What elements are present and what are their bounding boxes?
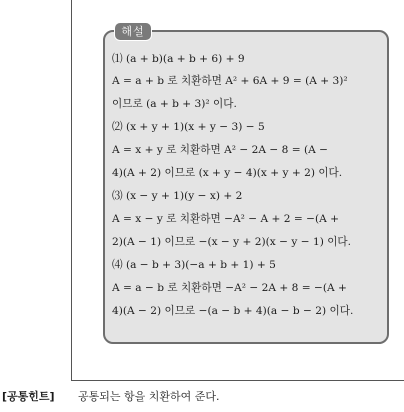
solution-line: 4)(A − 2) 이므로 −(a − b + 4)(a − b − 2) 이다. xyxy=(112,305,354,317)
solution-line: 2)(A − 1) 이므로 −(x − y + 2)(x − y − 1) 이다. xyxy=(112,236,352,248)
solution-tab: 해설 xyxy=(114,22,152,41)
solution-line: 이므로 (a + b + 3)² 이다. xyxy=(112,98,237,110)
left-rule xyxy=(71,0,72,380)
solution-line: ⑴ (a + b)(a + b + 6) + 9 xyxy=(112,53,245,65)
bottom-rule xyxy=(71,380,404,381)
solution-line: 4)(A + 2) 이므로 (x + y − 4)(x + y + 2) 이다. xyxy=(112,167,343,179)
common-hint-text: 공통되는 항을 치환하여 준다. xyxy=(78,390,220,403)
solution-line: A = x + y 로 치환하면 A² − 2A − 8 = (A − xyxy=(112,144,328,156)
solution-line: ⑵ (x + y + 1)(x + y − 3) − 5 xyxy=(112,121,265,133)
solution-line: A = a + b 로 치환하면 A² + 6A + 9 = (A + 3)² xyxy=(112,75,348,87)
solution-line: ⑶ (x − y + 1)(y − x) + 2 xyxy=(112,190,243,202)
common-hint-label: [공통힌트] xyxy=(2,390,55,403)
solution-line: A = x − y 로 치환하면 −A² − A + 2 = −(A + xyxy=(112,213,340,225)
solution-line: A = a − b 로 치환하면 −A² − 2A + 8 = −(A + xyxy=(112,282,347,294)
solution-line: ⑷ (a − b + 3)(−a + b + 1) + 5 xyxy=(112,259,276,271)
